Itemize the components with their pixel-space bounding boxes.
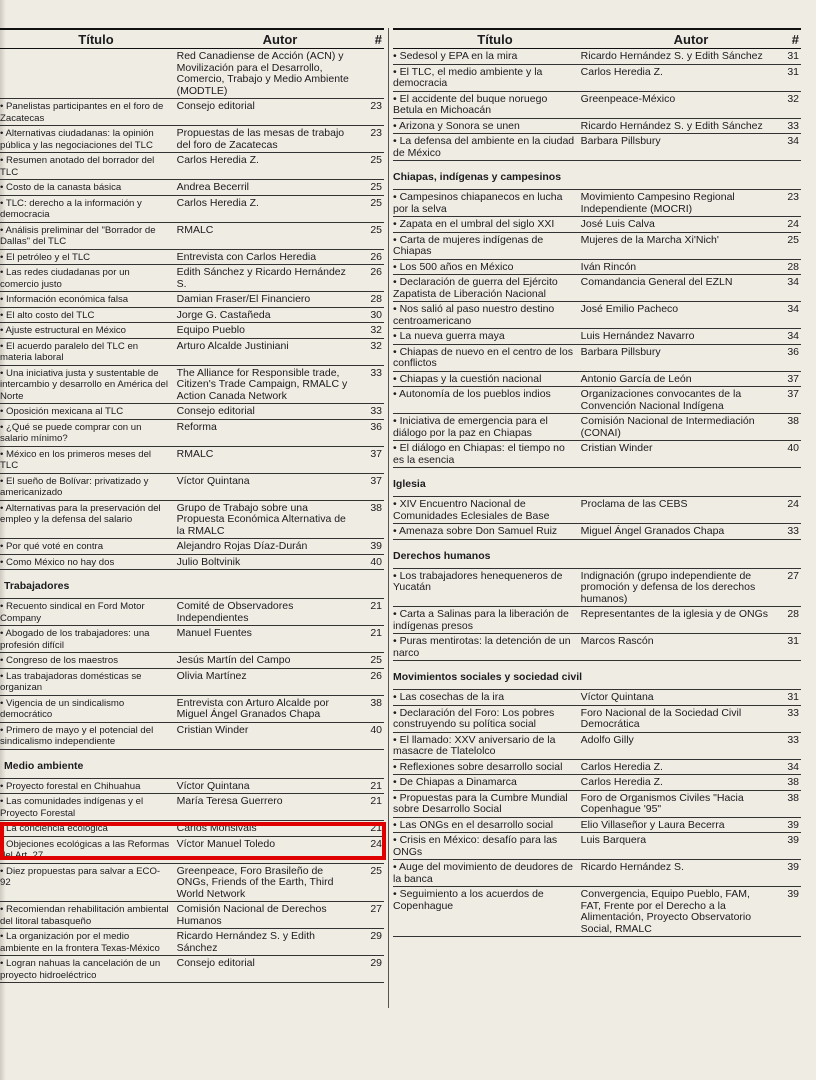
entry-number: 27: [370, 903, 382, 915]
entry-title: • Por qué voté en contra: [0, 541, 104, 552]
entry-number: 25: [370, 654, 382, 666]
entry-author: Convergencia, Equipo Pueblo, FAM, FAT, Frente por el Derecho a la Alimentación, Proyecto Observatorio Social, RMALC: [580, 888, 752, 935]
entry-title: • Los 500 años en México: [393, 260, 514, 273]
entry-number: 23: [370, 100, 382, 112]
entry-number: 26: [370, 266, 382, 278]
entry-author: Reforma: [176, 420, 217, 433]
entry-number: 33: [787, 525, 799, 537]
entry-author: Víctor Quintana: [580, 691, 654, 703]
entry-author: Olivia Martínez: [176, 669, 247, 682]
entry-number: 28: [370, 293, 382, 305]
entry-title: • Congreso de los maestros: [0, 655, 119, 666]
table-row: [0, 474, 384, 501]
table-row: [393, 49, 801, 65]
table-row: [0, 821, 384, 837]
entry-author: Foro de Organismos Civiles "Hacia Copenhague '95": [580, 791, 744, 815]
entry-author: Damian Fraser/El Financiero: [176, 293, 311, 305]
table-row: [393, 775, 801, 791]
entry-author: RMALC: [176, 447, 214, 460]
table-row: [0, 902, 384, 929]
entry-title: [0, 51, 177, 97]
title-header: Título: [78, 31, 114, 47]
entry-title: • El acuerdo paralelo del TLC en materia laboral: [0, 340, 139, 363]
entry-author: Consejo editorial: [176, 405, 255, 417]
entry-title: • Diez propuestas para salvar a ECO-92: [0, 865, 161, 888]
entry-author: Comisión Nacional de Intermediación (CONAI): [580, 415, 755, 439]
entry-number: 21: [370, 600, 382, 612]
entry-number: 34: [787, 276, 799, 288]
entry-title: • Declaración del Foro: Los pobres construyendo su política social: [393, 706, 555, 730]
entry-author: Barbara Pillsbury: [580, 345, 661, 358]
entry-author: Cristian Winder: [176, 723, 249, 736]
entry-title: • El sueño de Bolívar: privatizado y americanizado: [0, 475, 149, 498]
entry-author: Entrevista con Carlos Heredia: [176, 250, 317, 263]
entry-author: Red Canadiense de Acción (ACN) y Movilización para el Desarrollo, Comercio, Trabajo y Medio Ambiente (MODTLE): [176, 50, 349, 97]
table-row: [393, 887, 801, 937]
entry-author: Greenpeace, Foro Brasileño de ONGs, Friends of the Earth, Third World Network: [176, 864, 334, 900]
entry-author: Ricardo Hernández S. y Edith Sánchez: [580, 119, 763, 132]
entry-number: 31: [787, 50, 799, 62]
table-row: [393, 441, 801, 468]
entry-number: 25: [787, 233, 799, 246]
entry-author: Elio Villaseñor y Laura Becerra: [580, 818, 725, 831]
entry-title: • Costo de la canasta básica: [0, 182, 122, 193]
table-row: [393, 65, 801, 92]
table-row: [393, 372, 801, 388]
entry-author: Equipo Pueblo: [176, 324, 245, 336]
table-row: [393, 345, 801, 372]
section-heading: Medio ambiente: [0, 750, 384, 779]
entry-title: • El diálogo en Chiapas: el tiempo no es la esencia: [393, 442, 565, 466]
entry-number: 24: [370, 837, 382, 850]
entry-title: • TLC: derecho a la información y democracia: [0, 197, 142, 220]
entry-author: Indignación (grupo independiente de promoción y defensa de los derechos humanos): [580, 569, 756, 605]
entry-author: Movimiento Campesino Regional Independiente (MOCRI): [580, 191, 735, 215]
entry-title: • Las comunidades indígenas y el Proyecto Forestal: [0, 796, 144, 819]
entry-author: Representantes de la iglesia y de ONGs: [580, 608, 769, 620]
entry-author: The Alliance for Responsible trade, Citizen's Trade Campaign, RMALC y Action Canada Network: [176, 366, 348, 402]
entry-title: • Reflexiones sobre desarrollo social: [393, 760, 563, 773]
entry-title: • Panelistas participantes en el foro de Zacatecas: [0, 101, 164, 124]
table-row: [0, 696, 384, 723]
entry-title: • Puras mentirotas: la detención de un narco: [393, 635, 571, 659]
table-row: [393, 634, 801, 661]
table-row: [0, 837, 384, 864]
entry-title: • Propuestas para la Cumbre Mundial sobre Desarrollo Social: [393, 791, 568, 815]
entry-author: Luis Hernández Navarro: [580, 330, 695, 342]
entry-author: Manuel Fuentes: [176, 627, 252, 639]
entry-title: • Las ONGs en el desarrollo social: [393, 818, 554, 831]
entry-author: Iván Rincón: [580, 260, 637, 273]
entry-number: 33: [787, 733, 799, 746]
entry-author: Ricardo Hernández S. y Edith Sánchez: [580, 50, 763, 62]
entry-title: • Los trabajadores henequeneros de Yucatán: [393, 569, 563, 593]
entry-number: 38: [787, 791, 799, 804]
table-row: [0, 366, 384, 405]
table-row: [393, 233, 801, 260]
table-row: [393, 414, 801, 441]
table-row: [393, 190, 801, 217]
entry-author: Barbara Pillsbury: [580, 135, 661, 147]
table-row: [393, 690, 801, 706]
entry-number: 24: [787, 218, 799, 230]
entry-title: • El TLC, el medio ambiente y la democracia: [393, 65, 543, 89]
entry-number: 25: [370, 181, 382, 193]
entry-author: Ricardo Hernández S. y Edith Sánchez: [176, 930, 315, 954]
entry-title: • Recomiendan rehabilitación ambiental del litoral tabasqueño: [0, 904, 169, 927]
entry-number: 39: [787, 834, 799, 846]
entry-number: 39: [787, 818, 799, 831]
entry-author: Carlos Heredia Z.: [580, 776, 663, 788]
entry-number: 36: [787, 345, 799, 358]
entry-number: 32: [787, 92, 799, 105]
entry-title: • Carta a Salinas para la liberación de indígenas presos: [393, 608, 569, 632]
entry-number: 36: [370, 420, 382, 433]
table-row: [393, 134, 801, 161]
table-row: [0, 196, 384, 223]
entry-title: • XIV Encuentro Nacional de Comunidades Eclesiales de Base: [393, 498, 550, 522]
entry-title: • De Chiapas a Dinamarca: [393, 776, 517, 788]
entry-number: 23: [787, 191, 799, 203]
entry-number: 38: [787, 776, 799, 788]
entry-author: José Emilio Pacheco: [580, 303, 679, 315]
entry-number: 37: [787, 372, 799, 385]
table-row: [393, 275, 801, 302]
entry-title: • Carta de mujeres indígenas de Chiapas: [393, 233, 544, 257]
entry-number: 33: [787, 119, 799, 132]
entry-number: 29: [370, 957, 382, 969]
table-row: [393, 760, 801, 776]
entry-title: • El llamado: XXV aniversario de la masacre de Tlatelolco: [393, 733, 556, 757]
entry-number: 34: [787, 303, 799, 315]
title-header: Título: [477, 31, 513, 47]
entry-title: • Auge del movimiento de deudores de la banca: [393, 861, 573, 885]
entry-number: 21: [370, 779, 382, 792]
entry-title: • Resumen anotado del borrador del TLC: [0, 155, 155, 178]
entry-author: Miguel Ángel Granados Chapa: [580, 525, 725, 537]
table-row: [0, 501, 384, 540]
entry-author: Edith Sánchez y Ricardo Hernández S.: [176, 266, 346, 290]
entry-title: • Declaración de guerra del Ejército Zapatista de Liberación Nacional: [393, 276, 558, 300]
table-row: [393, 833, 801, 860]
entry-title: • Nos salió al paso nuestro destino centroamericano: [393, 303, 555, 327]
entry-number: 31: [787, 635, 799, 647]
table-row: [393, 217, 801, 233]
entry-title: • Como México no hay dos: [0, 556, 115, 568]
entry-author: Arturo Alcalde Justiniani: [176, 339, 289, 352]
entry-author: José Luis Calva: [580, 218, 655, 230]
table-row: [0, 653, 384, 669]
entry-title: • Campesinos chiapanecos en lucha por la selva: [393, 191, 563, 215]
table-row: [0, 404, 384, 420]
entry-title: • La defensa del ambiente en la ciudad de México: [393, 135, 575, 159]
entry-title: • Alternativas ciudadanas: la opinión pública y las negociaciones del TLC: [0, 128, 154, 151]
entry-title: • Chiapas de nuevo en el centro de los conflictos: [393, 345, 573, 369]
entry-title: • Las cosechas de la ira: [393, 691, 505, 703]
entry-number: 26: [370, 669, 382, 682]
entry-number: 29: [370, 930, 382, 942]
entry-title: • El alto costo del TLC: [0, 309, 95, 321]
entry-number: 27: [787, 569, 799, 582]
left-column: [0, 28, 384, 983]
entry-author: Víctor Quintana: [176, 474, 250, 487]
entry-number: 34: [787, 760, 799, 773]
entry-title: • Primero de mayo y el potencial del sindicalismo independiente: [0, 724, 154, 747]
entry-number: 25: [370, 223, 382, 236]
table-row: [0, 153, 384, 180]
entry-author: RMALC: [176, 223, 214, 236]
entry-number: 33: [370, 366, 382, 379]
entry-title: • Logran nahuas la cancelación de un proyecto hidroeléctrico: [0, 958, 161, 981]
right-table-header: [393, 28, 801, 49]
entry-number: 39: [787, 888, 799, 900]
table-row: [393, 302, 801, 329]
entry-title: • Objeciones ecológicas a las Reformas del Art. 27: [0, 838, 170, 861]
entry-title: • Una iniciativa justa y sustentable de intercambio y desarrollo en América del Norte: [0, 367, 168, 402]
entry-author: Greenpeace-México: [580, 92, 676, 105]
entry-author: María Teresa Guerrero: [176, 795, 283, 807]
entry-number: 38: [787, 415, 799, 427]
author-header: Autor: [673, 31, 709, 47]
entry-number: 21: [370, 795, 382, 807]
table-row: [0, 555, 384, 571]
entry-title: • Las redes ciudadanas por un comercio justo: [0, 267, 130, 290]
entry-number: 30: [370, 308, 382, 321]
entry-title: • Análisis preliminar del "Borrador de Dallas" del TLC: [0, 224, 156, 247]
table-row: [0, 180, 384, 196]
entry-number: 34: [787, 135, 799, 147]
table-row: [0, 265, 384, 292]
entry-number: 40: [787, 442, 799, 454]
table-row: [0, 323, 384, 339]
entry-number: 40: [370, 723, 382, 736]
section-heading: Chiapas, indígenas y campesinos: [393, 161, 801, 190]
entry-title: • Chiapas y la cuestión nacional: [393, 372, 542, 385]
entry-number: 38: [370, 501, 382, 514]
entry-title: • Abogado de los trabajadores: una profesión difícil: [0, 628, 150, 651]
entry-title: • Zapata en el umbral del siglo XXI: [393, 218, 555, 230]
entry-title: • La organización por el medio ambiente en la frontera Texas-México: [0, 931, 160, 954]
section-heading: Iglesia: [393, 468, 801, 497]
entry-author: Jorge G. Castañeda: [176, 308, 271, 321]
table-row: [0, 99, 384, 126]
author-header: Autor: [262, 31, 298, 47]
table-row: [0, 794, 384, 821]
entry-title: • Información económica falsa: [0, 294, 129, 305]
table-row: [0, 956, 384, 983]
entry-number: 34: [787, 330, 799, 342]
entry-number: 25: [370, 864, 382, 877]
entry-author: Carlos Heredia Z.: [176, 154, 259, 166]
entry-title: • El petróleo y el TLC: [0, 251, 91, 263]
table-row: [0, 49, 384, 99]
table-row: [0, 292, 384, 308]
entry-author: Luis Barquera: [580, 834, 647, 846]
table-row: [393, 119, 801, 135]
entry-author: Andrea Becerril: [176, 181, 249, 193]
table-row: [0, 669, 384, 696]
entry-number: 25: [370, 154, 382, 166]
entry-author: Adolfo Gilly: [580, 733, 634, 746]
entry-author: Foro Nacional de la Sociedad Civil Democrática: [580, 706, 742, 730]
entry-title: • Crisis en México: desafío para las ONGs: [393, 834, 558, 858]
entry-title: • Proyecto forestal en Chihuahua: [0, 780, 141, 792]
table-row: [0, 339, 384, 366]
entry-author: Carlos Heredia Z.: [176, 196, 259, 209]
entry-title: • ¿Qué se puede comprar con un salario mínimo?: [0, 421, 142, 444]
entry-author: Carlos Monsiváis: [176, 822, 257, 834]
entry-number: 33: [370, 405, 382, 417]
entry-title: • Autonomía de los pueblos indios: [393, 388, 551, 400]
entry-title: • Oposición mexicana al TLC: [0, 406, 124, 417]
entry-number: 24: [787, 498, 799, 510]
entry-number: 28: [787, 608, 799, 620]
entry-title: • Amenaza sobre Don Samuel Ruiz: [393, 525, 558, 537]
table-row: [393, 860, 801, 887]
entry-author: Víctor Manuel Toledo: [176, 837, 276, 850]
table-row: [393, 791, 801, 818]
column-divider: [388, 28, 389, 1008]
entry-author: Grupo de Trabajo sobre una Propuesta Económica Alternativa de la RMALC: [176, 501, 346, 537]
entry-title: • El accidente del buque noruego Betula en Michoacán: [393, 92, 548, 116]
entry-title: • Vigencia de un sindicalismo democrático: [0, 697, 125, 720]
entry-number: 32: [370, 324, 382, 336]
entry-number: [360, 51, 384, 97]
entry-author: Propuestas de las mesas de trabajo del foro de Zacatecas: [176, 127, 345, 151]
entry-author: Marcos Rascón: [580, 635, 654, 647]
entry-number: 39: [370, 540, 382, 552]
table-row: [0, 779, 384, 795]
entry-title: • Seguimiento a los acuerdos de Copenhague: [393, 888, 544, 912]
section-heading: Derechos humanos: [393, 540, 801, 569]
table-row: [0, 126, 384, 153]
table-row: [0, 864, 384, 903]
entry-author: Entrevista con Arturo Alcalde por Miguel Ángel Granados Chapa: [176, 696, 329, 720]
entry-author: Jesús Martín del Campo: [176, 654, 291, 666]
table-row: [0, 250, 384, 266]
entry-author: Carlos Heredia Z.: [580, 760, 663, 773]
entry-number: 31: [787, 65, 799, 78]
table-row: [393, 607, 801, 634]
entry-author: Carlos Heredia Z.: [580, 65, 663, 78]
entry-author: Comité de Observadores Independientes: [176, 600, 294, 624]
entry-number: 23: [370, 127, 382, 139]
table-row: [393, 733, 801, 760]
table-row: [393, 387, 801, 414]
entry-number: 37: [787, 388, 799, 400]
table-row: [393, 92, 801, 119]
entry-number: 31: [787, 691, 799, 703]
entry-author: Mujeres de la Marcha Xi'Nich': [580, 233, 719, 246]
entry-title: • Las trabajadoras domésticas se organizan: [0, 670, 142, 693]
table-row: [393, 329, 801, 345]
right-column: [393, 28, 801, 937]
table-row: [0, 447, 384, 474]
table-row: [393, 524, 801, 540]
entry-title: • Alternativas para la preservación del empleo y la defensa del salario: [0, 502, 161, 525]
entry-title: • Ajuste estructural en México: [0, 325, 127, 336]
entry-title: • La conciencia ecológica: [0, 823, 108, 834]
table-row: [0, 308, 384, 324]
entry-title: • Sedesol y EPA en la mira: [393, 50, 518, 62]
entry-title: • Recuento sindical en Ford Motor Company: [0, 601, 145, 624]
entry-number: 21: [370, 822, 382, 834]
table-row: [393, 497, 801, 524]
entry-number: 39: [787, 861, 799, 873]
table-row: [0, 420, 384, 447]
entry-number: 38: [370, 696, 382, 709]
table-row: [0, 929, 384, 956]
entry-author: Consejo editorial: [176, 100, 255, 112]
entry-author: Comisión Nacional de Derechos Humanos: [176, 903, 327, 927]
section-heading: Trabajadores: [0, 570, 384, 599]
left-table-header: [0, 28, 384, 49]
entry-title: • Arizona y Sonora se unen: [393, 119, 520, 132]
entry-number: 32: [370, 339, 382, 352]
entry-number: 37: [370, 447, 382, 460]
entry-author: Organizaciones convocantes de la Convención Nacional Indígena: [580, 388, 742, 412]
entry-number: 40: [370, 555, 382, 568]
table-row: [0, 599, 384, 626]
entry-title: • La nueva guerra maya: [393, 330, 505, 342]
entry-author: Comandancia General del EZLN: [580, 276, 733, 288]
entry-author: Julio Boltvinik: [176, 555, 241, 568]
entry-title: • México en los primeros meses del TLC: [0, 448, 152, 471]
entry-number: 33: [787, 706, 799, 719]
number-header: #: [374, 31, 382, 47]
table-row: [393, 818, 801, 834]
number-header: #: [791, 31, 799, 47]
table-row: [0, 723, 384, 750]
table-row: [393, 706, 801, 733]
entry-author: Ricardo Hernández S.: [580, 861, 684, 873]
entry-title: • Iniciativa de emergencia para el diálogo por la paz en Chiapas: [393, 415, 548, 439]
entry-author: Cristian Winder: [580, 442, 653, 454]
entry-author: Víctor Quintana: [176, 779, 250, 792]
entry-author: Proclama de las CEBS: [580, 498, 688, 510]
table-row: [393, 569, 801, 608]
table-row: [0, 223, 384, 250]
table-row: [0, 539, 384, 555]
entry-number: 28: [787, 260, 799, 273]
section-heading: Movimientos sociales y sociedad civil: [393, 661, 801, 690]
entry-author: Antonio García de León: [580, 372, 692, 385]
entry-number: 26: [370, 250, 382, 263]
entry-author: Alejandro Rojas Díaz-Durán: [176, 540, 308, 552]
table-row: [0, 626, 384, 653]
table-row: [393, 260, 801, 276]
entry-author: Consejo editorial: [176, 957, 255, 969]
entry-number: 37: [370, 474, 382, 487]
entry-number: 21: [370, 627, 382, 639]
entry-number: 25: [370, 196, 382, 209]
